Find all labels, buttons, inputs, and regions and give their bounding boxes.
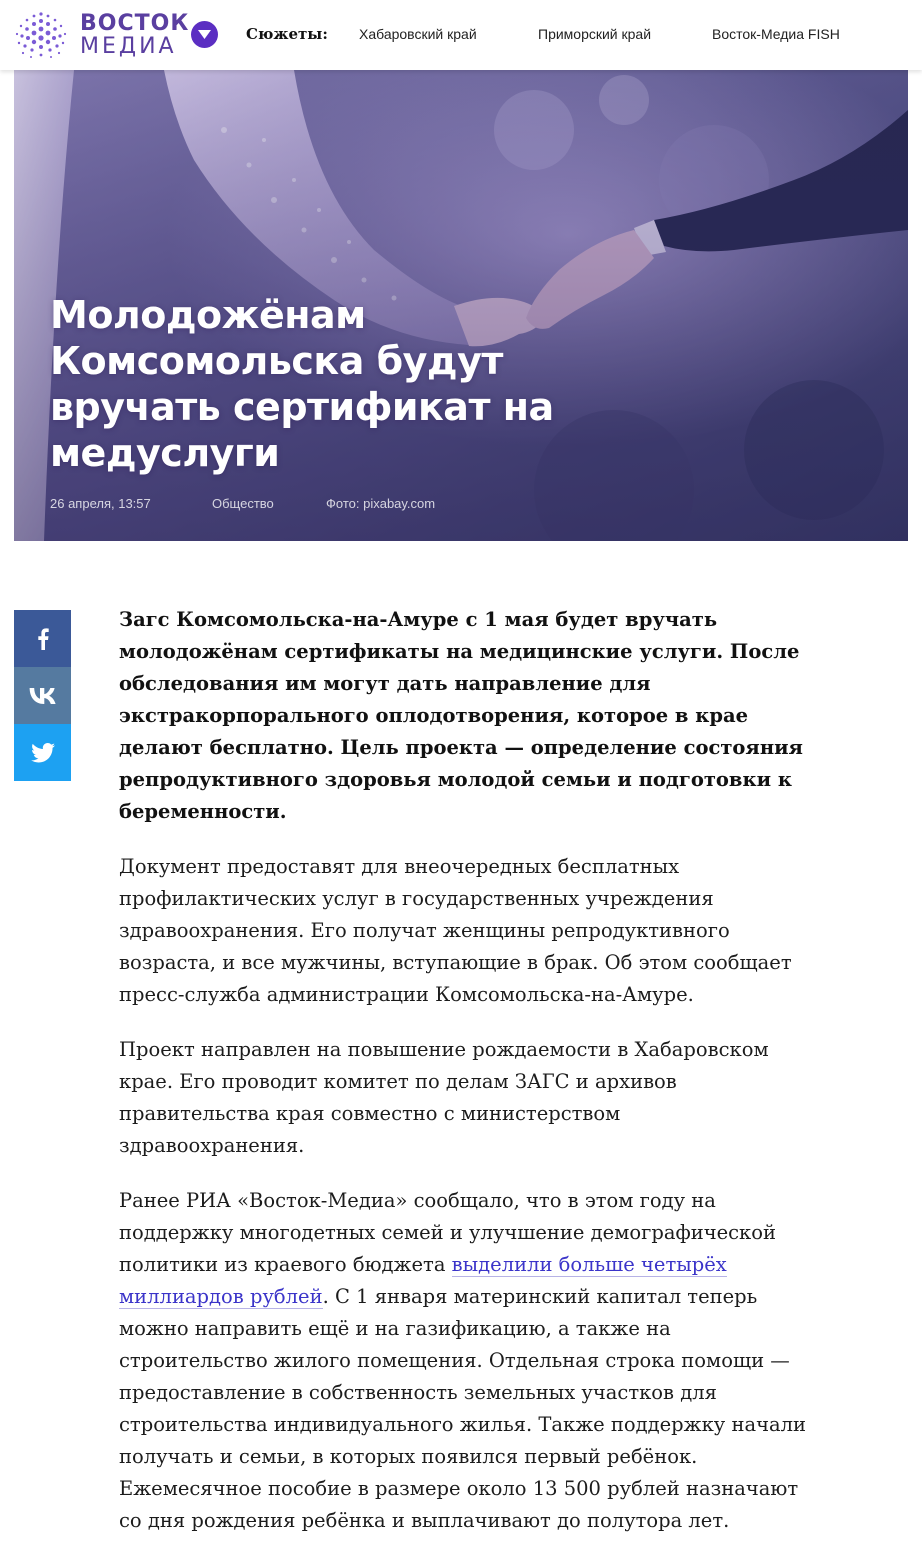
paragraph-text: Ранее РИА «Восток-Медиа» сообщало, что в этом году на поддержку многодетных семей и улучшение демографической политики из краевого бюджета [119, 1189, 776, 1276]
site-logo[interactable] [10, 8, 190, 60]
twitter-icon [31, 743, 55, 763]
article-paragraph [119, 1185, 809, 1537]
hero-banner [14, 70, 908, 541]
site-header [0, 0, 922, 70]
topic-link-fish[interactable]: Восток-Медиа FISH [712, 26, 840, 42]
article-lead: Загс Комсомольска-на-Амуре с 1 мая будет вручать молодожёнам сертификаты на медицинские услуги. После обследования им могут дать направление для экстракорпорального оплодотворения, которое в крае делают бесплатно. Цель проекта — определение состояния репродуктивного здоровья молодой семьи и подготовки к беременности. [119, 608, 803, 823]
logo-wordmark [80, 12, 189, 58]
article-paragraph: Документ предоставят для внеочередных бесплатных профилактических услуг в государственных учреждения здравоохранения. Его получат женщины репродуктивного возраста, и все мужчины, вступающие в брак. Об этом сообщает пресс-служба администрации Комсомольска-на-Амуре. [119, 855, 792, 1006]
chevron-down-icon [198, 30, 211, 39]
vk-icon [29, 688, 57, 704]
article-rubric-link[interactable]: Общество [212, 496, 274, 511]
logo-dots-icon [10, 10, 72, 60]
topic-link-primorsky[interactable]: Приморский край [538, 26, 652, 42]
budget-article-link[interactable]: выделили больше четырёх миллиардов рублей [119, 1253, 727, 1308]
share-twitter-button[interactable] [14, 724, 71, 781]
share-vk-button[interactable] [14, 667, 71, 724]
topics-label: Сюжеты: [246, 25, 328, 43]
facebook-icon [37, 628, 49, 650]
menu-toggle-button[interactable] [191, 21, 218, 48]
article-body [119, 604, 809, 1547]
article-date: 26 апреля, 13:57 [50, 496, 151, 511]
logo-line-1: ВОСТОК [80, 11, 190, 36]
photo-credit: Фото: pixabay.com [326, 496, 436, 511]
article-title: Молодожёнам Комсомольска будут вручать сертификат на медуслуги [50, 293, 554, 475]
article-paragraph: Проект направлен на повышение рождаемости в Хабаровском крае. Его проводит комитет по делам ЗАГС и архивов правительства края совместно с министерством здравоохранения. [119, 1038, 769, 1157]
share-facebook-button[interactable] [14, 610, 71, 667]
paragraph-text: . С 1 января материнский капитал теперь можно направить ещё и на газификацию, а также на строительство жилого помещения. Отдельная строка помощи — предоставление в собственность земельных участков для строительства индивидуального жилья. Также поддержку начали получать и семьи, в которых появился первый ребёнок. Ежемесячное пособие в размере около 13 500 рублей назначают со дня рождения ребёнка и выплачивают до полутора лет. [119, 1285, 806, 1532]
logo-line-2: МЕДИА [80, 34, 177, 59]
topic-link-khabarovsk[interactable]: Хабаровский край [359, 26, 477, 42]
